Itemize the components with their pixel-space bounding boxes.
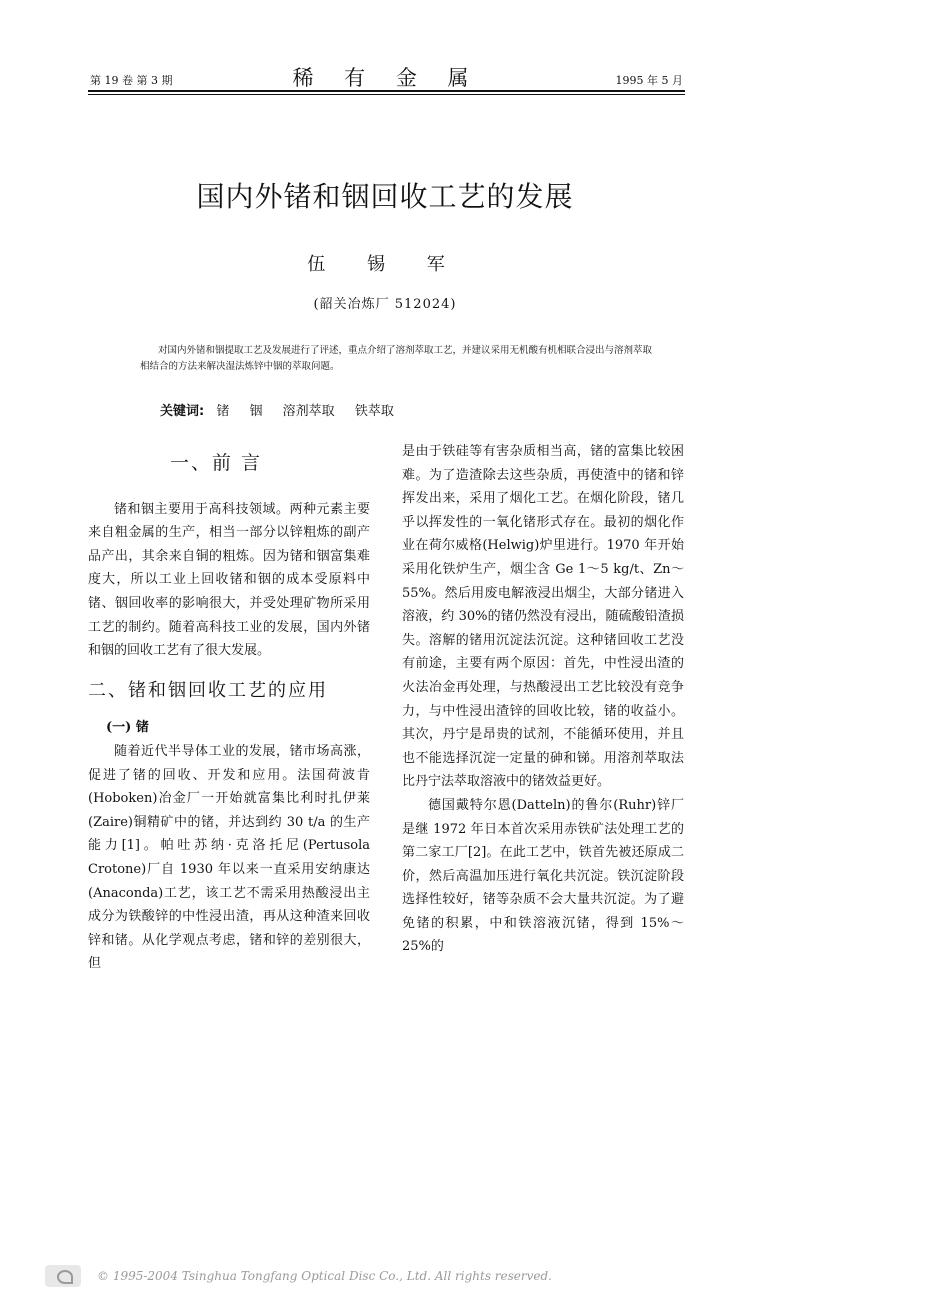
right-column xyxy=(402,440,684,959)
left-column xyxy=(88,448,370,976)
author-affiliation: (韶关冶炼厂 512024) xyxy=(313,297,457,312)
section-heading-introduction: 一、前 言 xyxy=(170,452,263,474)
article-title: 国内外锗和铟回收工艺的发展 xyxy=(196,180,574,213)
header-rule-thick xyxy=(88,90,685,92)
copyright-text: © 1995-2004 Tsinghua Tongfang Optical Disc Co., Ltd. All rights reserved. xyxy=(97,1269,552,1283)
journal-name: 稀 有 金 属 xyxy=(292,66,481,90)
section-heading-applications: 二、锗和铟回收工艺的应用 xyxy=(88,679,328,701)
continued-paragraph: 是由于铁硅等有害杂质相当高，锗的富集比较困难。为了造渣除去这些杂质，再使渣中的锗和锌挥发出来，采用了烟化工艺。在烟化阶段，锗几乎以挥发性的一氧化锗形式存在。最初的烟化作业在荷尔威格(Helwig)炉里进行。1970 年开始采用化铁炉生产，烟尘含 Ge 1～5 kg/t、Zn～55%。然后用废电解液浸出烟尘，大部分锗进入溶液，约 30%的锗仍然没有浸出，随硫酸铅渣损失。溶解的锗用沉淀法沉淀。这种锗回收工艺没有前途，主要有两个原因：首先，中性浸出渣的火法冶金再处理，与热酸浸出工艺比较没有竞争力，与中性浸出渣锌的回收比较，锗的收益小。其次，丹宁是昂贵的试剂，不能循环使用，并且也不能选择沉淀一定量的砷和锑。用溶剂萃取法比丹宁法萃取溶液中的锗效益更好。 xyxy=(402,444,684,790)
header-rule-thin xyxy=(88,94,685,95)
keyword: 铟 xyxy=(249,404,263,419)
keywords xyxy=(160,400,410,419)
germanium-paragraph: 随着近代半导体工业的发展，锗市场高涨，促进了锗的回收、开发和应用。法国荷波肯(Hoboken)冶金厂一开始就富集比利时扎伊莱(Zaire)铜精矿中的锗，并达到约 30 t/a 的生产能力[1]。帕吐苏纳·克洛托尼(Pertusola Crotone)厂自 1930 年以来一直采用安纳康达(Anaconda)工艺，该工艺不需采用热酸浸出主成分为铁酸锌的中性浸出渣，再从这种渣来回收锌和锗。从化学观点考虑，锗和锌的差别很大，但 xyxy=(88,743,370,972)
copyright-footer xyxy=(45,1265,645,1289)
article-author: 伍 锡 军 xyxy=(307,254,463,275)
volume-issue: 第 19 卷 第 3 期 xyxy=(90,74,173,87)
intro-paragraph: 锗和铟主要用于高科技领域。两种元素主要来自粗金属的生产，相当一部分以锌粗炼的副产品产出，其余来自铜的粗炼。因为锗和铟富集难度大，所以工业上回收锗和铟的成本受原料中锗、铟回收率的影响很大，并受处理矿物所采用工艺的制约。随着高科技工业的发展，国内外锗和铟的回收工艺有了很大发展。 xyxy=(88,501,370,659)
issue-date: 1995 年 5 月 xyxy=(615,74,683,87)
running-header xyxy=(88,62,685,90)
ruhr-paragraph: 德国戴特尔恩(Datteln)的鲁尔(Ruhr)锌厂是继 1972 年日本首次采用赤铁矿法处理工艺的第二家工厂[2]。在此工艺中，铁首先被还原成二价，然后高温加压进行氧化共沉淀。铁沉淀阶段选择性较好，锗等杂质不会大量共沉淀。为了避免锗的积累，中和铁溶液沉锗，得到 15%～25%的 xyxy=(402,797,684,955)
publisher-logo-icon xyxy=(45,1265,81,1287)
keyword: 溶剂萃取 xyxy=(282,404,335,419)
subsection-heading-germanium: (一) 锗 xyxy=(106,720,149,736)
keyword: 铁萃取 xyxy=(354,404,394,419)
keywords-label: 关键词: xyxy=(160,404,205,419)
abstract: 对国内外锗和铟提取工艺及发展进行了评述，重点介绍了溶剂萃取工艺，并建议采用无机酸有机相联合浸出与溶剂萃取相结合的方法来解决湿法炼锌中铟的萃取问题。 xyxy=(140,345,653,372)
keyword: 锗 xyxy=(216,404,230,419)
